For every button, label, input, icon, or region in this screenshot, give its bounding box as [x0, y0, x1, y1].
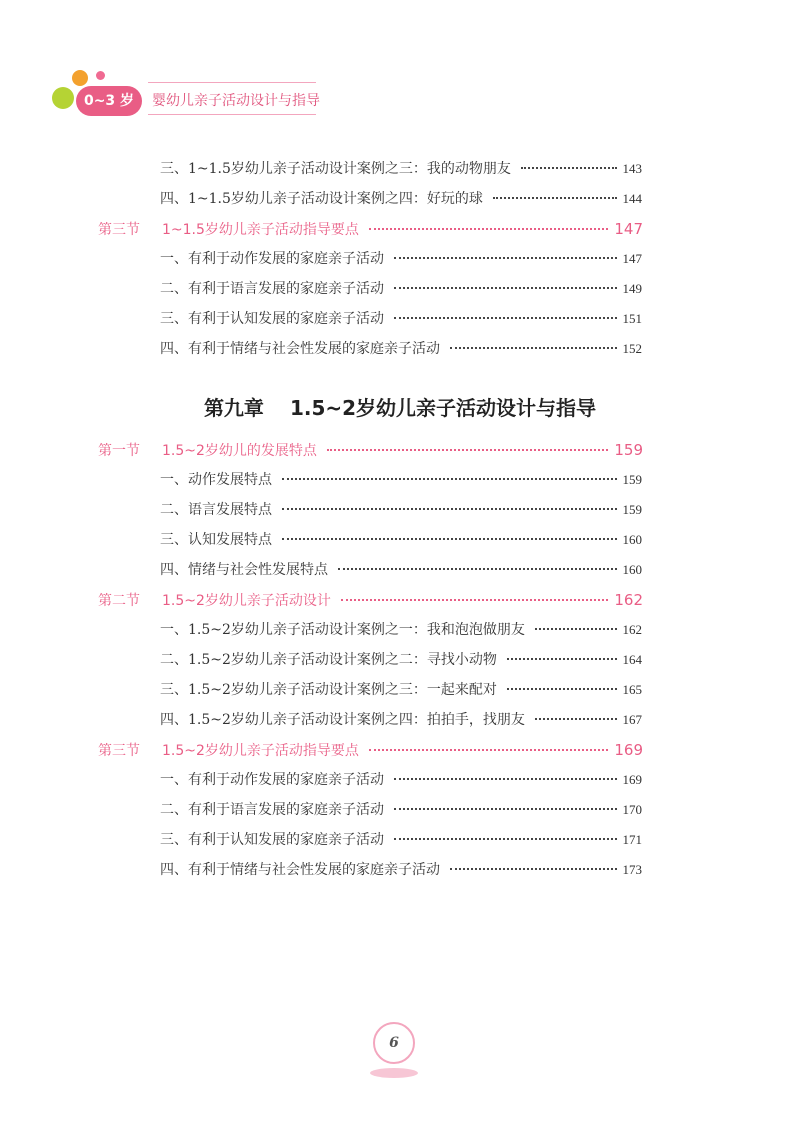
toc-entry-label: 一、动作发展特点 [160, 472, 272, 488]
dot-leader [341, 598, 608, 601]
toc-section-heading[interactable] [98, 739, 643, 761]
toc-entry-label: 三、1.5~2岁幼儿亲子活动设计案例之三：一起来配对 [160, 682, 497, 698]
dot-leader [450, 867, 617, 870]
section-title: 1.5~2岁幼儿的发展特点 [162, 443, 317, 459]
toc-entry-page: 171 [622, 832, 642, 847]
toc-entry-label: 三、1~1.5岁幼儿亲子活动设计案例之三：我的动物朋友 [160, 161, 511, 177]
dot-leader [493, 196, 617, 199]
dot-leader [394, 316, 617, 319]
toc-entry-page: 159 [622, 502, 642, 517]
dot-leader [282, 537, 617, 540]
dot-leader [327, 448, 608, 451]
age-badge: 0~3 岁 [76, 86, 142, 116]
toc-entry[interactable] [160, 799, 642, 821]
header-rule-bottom [148, 114, 316, 115]
toc-entry-label: 四、1.5~2岁幼儿亲子活动设计案例之四：拍拍手，找朋友 [160, 712, 525, 728]
toc-entry[interactable] [160, 769, 642, 791]
dot-leader [535, 627, 617, 630]
toc-entry-page: 164 [622, 652, 642, 667]
dot-leader [282, 507, 617, 510]
chapter-number: 第九章 [203, 396, 264, 420]
toc-entry-label: 一、有利于动作发展的家庭亲子活动 [160, 251, 384, 267]
toc-entry[interactable] [160, 469, 642, 491]
section-title: 1.5~2岁幼儿亲子活动指导要点 [162, 743, 359, 759]
toc-entry-label: 二、语言发展特点 [160, 502, 272, 518]
section-page: 159 [614, 441, 643, 459]
toc-section-heading[interactable] [98, 589, 643, 611]
toc-entry[interactable] [160, 499, 642, 521]
toc-entry-label: 一、1.5~2岁幼儿亲子活动设计案例之一：我和泡泡做朋友 [160, 622, 525, 638]
dot-leader [450, 346, 617, 349]
toc-entry-page: 160 [622, 562, 642, 577]
dot-leader [338, 567, 617, 570]
toc-entry[interactable] [160, 649, 642, 671]
toc-entry-page: 169 [622, 772, 642, 787]
toc-entry-page: 159 [622, 472, 642, 487]
toc-entry[interactable] [160, 619, 642, 641]
page-number-shadow [370, 1068, 418, 1078]
dot-leader [507, 687, 617, 690]
toc-entry-page: 162 [622, 622, 642, 637]
page-number: 6 [373, 1022, 415, 1064]
section-number: 第二节 [98, 593, 140, 609]
decorative-dot-orange [72, 70, 88, 86]
section-page: 169 [614, 741, 643, 759]
dot-leader [507, 657, 617, 660]
toc-entry-label: 四、情绪与社会性发展特点 [160, 562, 328, 578]
section-number: 第三节 [98, 222, 140, 238]
toc-entry-page: 173 [622, 862, 642, 877]
toc-entry[interactable] [160, 529, 642, 551]
toc-entry[interactable] [160, 559, 642, 581]
toc-entry-label: 四、有利于情绪与社会性发展的家庭亲子活动 [160, 341, 440, 357]
toc-entry[interactable] [160, 188, 642, 210]
decorative-dot-pink [96, 71, 105, 80]
section-number: 第一节 [98, 443, 140, 459]
toc-entry[interactable] [160, 278, 642, 300]
toc-entry-label: 四、有利于情绪与社会性发展的家庭亲子活动 [160, 862, 440, 878]
toc-entry[interactable] [160, 338, 642, 360]
toc-entry-label: 一、有利于动作发展的家庭亲子活动 [160, 772, 384, 788]
toc-entry-page: 151 [622, 311, 642, 326]
toc-entry-label: 二、有利于语言发展的家庭亲子活动 [160, 281, 384, 297]
toc-entry[interactable] [160, 679, 642, 701]
dot-leader [369, 748, 608, 751]
toc-entry-label: 二、1.5~2岁幼儿亲子活动设计案例之二：寻找小动物 [160, 652, 497, 668]
toc-entry-page: 143 [622, 161, 642, 176]
toc-entry[interactable] [160, 829, 642, 851]
toc-entry-page: 149 [622, 281, 642, 296]
section-number: 第三节 [98, 743, 140, 759]
toc-entry-page: 167 [622, 712, 642, 727]
chapter-title: 1.5~2岁幼儿亲子活动设计与指导 [289, 396, 597, 420]
dot-leader [394, 837, 617, 840]
dot-leader [394, 777, 617, 780]
dot-leader [521, 166, 617, 169]
toc-entry[interactable] [160, 859, 642, 881]
toc-entry-label: 三、有利于认知发展的家庭亲子活动 [160, 311, 384, 327]
toc-section-heading[interactable] [98, 218, 643, 240]
toc-entry-page: 152 [622, 341, 642, 356]
toc-entry-page: 147 [622, 251, 642, 266]
toc-entry-label: 四、1~1.5岁幼儿亲子活动设计案例之四：好玩的球 [160, 191, 483, 207]
toc-entry-label: 二、有利于语言发展的家庭亲子活动 [160, 802, 384, 818]
toc-entry[interactable] [160, 308, 642, 330]
book-title: 婴幼儿亲子活动设计与指导 [152, 93, 320, 109]
dot-leader [282, 477, 617, 480]
toc-entry-page: 165 [622, 682, 642, 697]
section-page: 147 [614, 220, 643, 238]
chapter-heading[interactable] [0, 392, 800, 421]
dot-leader [369, 227, 608, 230]
toc-entry-page: 144 [622, 191, 642, 206]
toc-entry-page: 170 [622, 802, 642, 817]
toc-entry-page: 160 [622, 532, 642, 547]
dot-leader [394, 256, 617, 259]
toc-section-heading[interactable] [98, 439, 643, 461]
decorative-dot-green [52, 87, 74, 109]
toc-entry[interactable] [160, 248, 642, 270]
dot-leader [394, 286, 617, 289]
dot-leader [535, 717, 617, 720]
header-rule-top [148, 82, 316, 83]
section-page: 162 [614, 591, 643, 609]
toc-entry-label: 三、认知发展特点 [160, 532, 272, 548]
toc-entry[interactable] [160, 158, 642, 180]
section-title: 1~1.5岁幼儿亲子活动指导要点 [162, 222, 359, 238]
toc-entry-label: 三、有利于认知发展的家庭亲子活动 [160, 832, 384, 848]
section-title: 1.5~2岁幼儿亲子活动设计 [162, 593, 331, 609]
toc-entry[interactable] [160, 709, 642, 731]
dot-leader [394, 807, 617, 810]
